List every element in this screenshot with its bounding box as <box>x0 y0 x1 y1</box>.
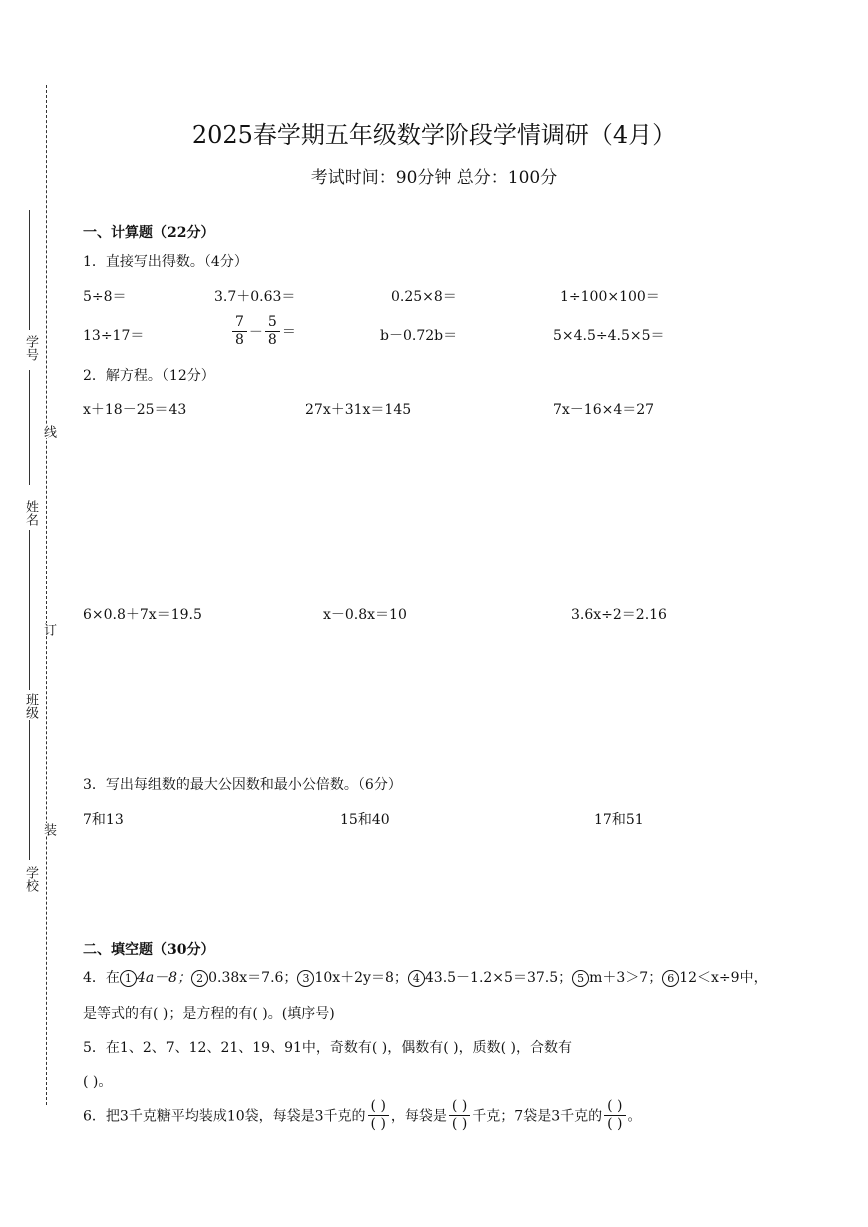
blank-fraction <box>604 1098 625 1133</box>
numerator-blank: ( ) <box>604 1098 625 1116</box>
circled-number: 6 <box>662 970 679 987</box>
circled-number: 5 <box>572 970 589 987</box>
label-school: 学校 <box>23 866 38 892</box>
q1-label: 1．直接写出得数。（4分） <box>83 254 248 270</box>
q6-text: ，每袋是 <box>390 1108 447 1125</box>
equals-sign: ＝ <box>281 324 296 341</box>
q6-text: 。 <box>627 1108 642 1125</box>
q2-label: 2．解方程。（12分） <box>83 368 215 384</box>
q4-expression: 0.38x＝7.6； <box>208 970 298 986</box>
q4-expression: m＋3＞7； <box>589 970 663 986</box>
denominator-blank: ( ) <box>370 1116 386 1132</box>
fraction <box>232 314 247 349</box>
blank-fraction <box>368 1098 389 1133</box>
blank-fraction <box>449 1098 470 1133</box>
numerator: 5 <box>265 314 280 332</box>
numerator-blank: ( ) <box>449 1098 470 1116</box>
q6-line <box>83 1098 642 1133</box>
name-line <box>29 370 30 485</box>
equation: 3.6x÷2＝2.16 <box>571 607 667 623</box>
page-title: 2025春学期五年级数学阶段学情调研（4月） <box>191 121 677 149</box>
q5-line2: ( )。 <box>83 1074 113 1090</box>
mark-ding: 订 <box>41 623 56 636</box>
q6-text: 6．把3千克糖平均装成10袋，每袋是3千克的 <box>83 1108 366 1125</box>
equation: x－0.8x＝10 <box>323 607 407 623</box>
q1-item: 1÷100×100＝ <box>560 289 660 305</box>
q4-expression: 4a－8； <box>136 970 192 986</box>
mark-xian: 线 <box>41 425 56 438</box>
q1-item: 3.7＋0.63＝ <box>214 289 296 305</box>
id-line <box>29 210 30 330</box>
exam-info: 考试时间：90分钟 总分：100分 <box>310 168 558 188</box>
section2-title: 二、填空题（30分） <box>83 942 215 958</box>
circled-number: 3 <box>297 970 314 987</box>
denominator: 8 <box>267 332 277 348</box>
number-pair: 17和51 <box>594 812 644 828</box>
equation: 7x－16×4＝27 <box>553 402 655 418</box>
numerator: 7 <box>232 314 247 332</box>
number-pair: 15和40 <box>340 812 390 828</box>
q5-line1: 5．在1、2、7、12、21、19、91中，奇数有( )，偶数有( )，质数( )，合数有 <box>83 1040 573 1056</box>
q4-expression: 43.5－1.2×5＝37.5； <box>424 970 573 986</box>
section1-title: 一、计算题（22分） <box>83 225 215 241</box>
q3-label: 3．写出每组数的最大公因数和最小公倍数。（6分） <box>83 777 402 793</box>
circled-number: 4 <box>408 970 425 987</box>
label-student-id: 学号 <box>23 335 38 361</box>
q1-item: 13÷17＝ <box>83 328 145 344</box>
minus-sign: － <box>248 324 263 341</box>
q6-text: 千克；7袋是3千克的 <box>472 1108 603 1125</box>
q1-fraction-expression <box>230 314 296 349</box>
q4-line1 <box>83 967 768 987</box>
q1-item: b－0.72b＝ <box>380 328 458 344</box>
circled-number: 1 <box>120 970 137 987</box>
q4-line2: 是等式的有( )；是方程的有( )。(填序号) <box>83 1006 335 1022</box>
circled-number: 2 <box>191 970 208 987</box>
label-name: 姓名 <box>23 500 38 526</box>
number-pair: 7和13 <box>83 812 124 828</box>
mark-zhuang: 装 <box>41 823 56 836</box>
numerator-blank: ( ) <box>368 1098 389 1116</box>
fraction <box>265 314 280 349</box>
denominator: 8 <box>235 332 244 348</box>
q1-item: 0.25×8＝ <box>391 289 457 305</box>
q1-item: 5×4.5÷4.5×5＝ <box>553 328 665 344</box>
equation: 6×0.8＋7x＝19.5 <box>83 607 202 623</box>
q4-intro: 4．在 <box>83 970 120 986</box>
denominator-blank: ( ) <box>607 1116 623 1132</box>
school-line <box>29 720 30 860</box>
q1-item: 5÷8＝ <box>83 289 127 305</box>
equation: x＋18－25＝43 <box>83 402 187 418</box>
label-class: 班级 <box>23 693 38 719</box>
equation: 27x＋31x＝145 <box>305 402 412 418</box>
q4-expression: 12＜x÷9中， <box>679 970 768 986</box>
class-line <box>29 530 30 690</box>
binding-dashed-line <box>46 85 47 1105</box>
denominator-blank: ( ) <box>451 1116 468 1132</box>
q4-expression: 10x＋2y＝8； <box>314 970 408 986</box>
